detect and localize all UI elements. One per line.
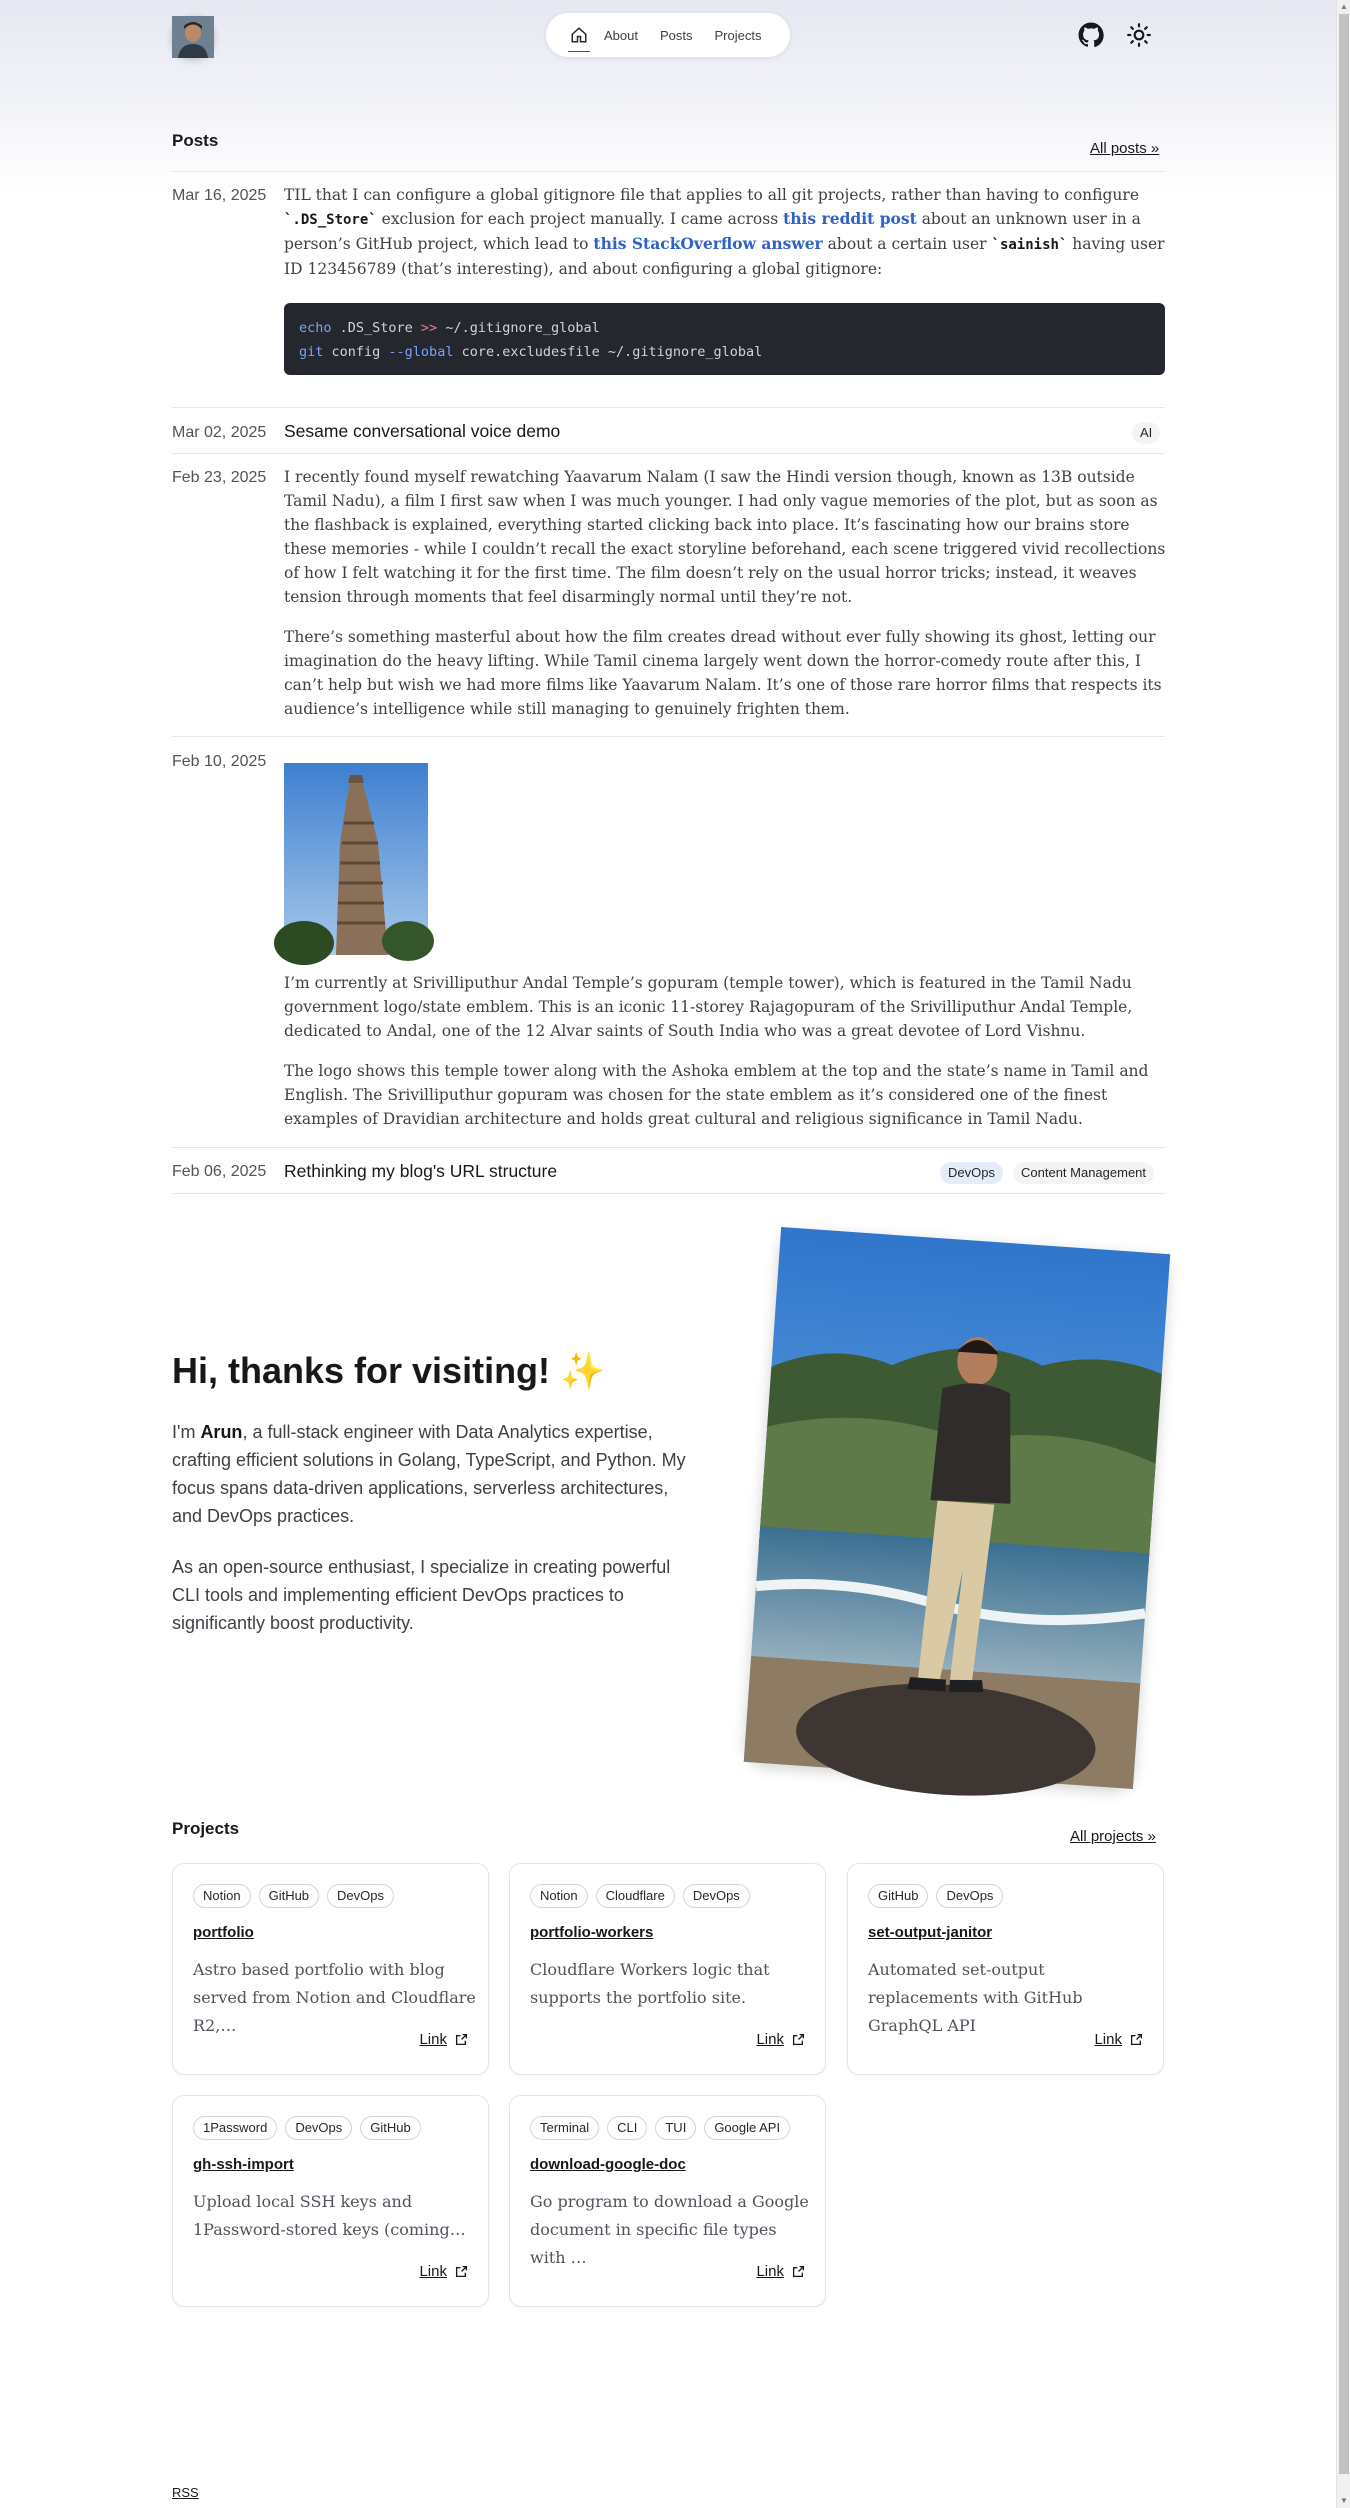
post-paragraph: I recently found myself rewatching Yaavarum Nalam (I saw the Hindi version though, known as 13B outside Tamil Nadu), a film I first saw when I was much younger. I had only vague memories of the plot, but as soon as the flashback is explained, everything started clicking back into place. It’s fascinating how our brains store these memories - while I couldn’t recall the exact storyline beforehand, each scene triggered vivid recollections of how I felt watching it for the first time. The film doesn’t rely on the usual horror tricks; instead, it weaves tension through moments that feel disarmingly normal until they’re not.: [284, 468, 1166, 606]
hero-photo: [744, 1227, 1170, 1789]
project-tag: Google API: [704, 2116, 790, 2140]
nav-projects[interactable]: Projects: [714, 27, 762, 43]
project-tag: DevOps: [327, 1884, 394, 1908]
all-projects-link[interactable]: All projects »: [1070, 1828, 1156, 1845]
nav-home[interactable]: [566, 13, 592, 57]
stackoverflow-answer-link[interactable]: this StackOverflow answer: [593, 234, 823, 253]
code-token: >>: [420, 320, 438, 336]
post-text: having user ID 123456789 (that’s interesting), and about configuring a global gitignore:: [284, 235, 1165, 278]
project-tag: DevOps: [683, 1884, 750, 1908]
divider: [172, 171, 1165, 172]
post-tag[interactable]: AI: [1132, 422, 1160, 444]
external-link-icon: [792, 2265, 805, 2278]
nav-about[interactable]: About: [604, 27, 638, 43]
divider: [172, 1147, 1165, 1148]
code-token: ~/.gitignore_global: [437, 320, 600, 336]
temple-image: [284, 763, 428, 955]
project-description: Go program to download a Google document in specific file types with …: [530, 2192, 809, 2267]
project-tag: Notion: [530, 1884, 588, 1908]
project-link-label: Link: [756, 2263, 784, 2280]
hero-name: Arun: [200, 1422, 243, 1442]
external-link-icon: [792, 2033, 805, 2046]
project-link-label: Link: [419, 2263, 447, 2280]
hero-title: Hi, thanks for visiting! ✨: [172, 1350, 605, 1391]
project-card: [172, 2095, 489, 2307]
project-link[interactable]: [1094, 2031, 1143, 2048]
post-paragraph: I’m currently at Srivilliputhur Andal Temple’s gopuram (temple tower), which is featured in the Tamil Nadu government logo/state emblem. This is an iconic 11-storey Rajagopuram of the Srivilliputhur Andal Temple, dedicated to Andal, one of the 12 Alvar saints of South India who was a great devotee of Lord Vishnu.: [284, 974, 1133, 1040]
code-token: git: [299, 344, 324, 360]
post-paragraph: There’s something masterful about how the film creates dread without ever fully showing its ghost, letting our imagination do the heavy lifting. While Tamil cinema largely went down the horror-comedy route after this, I can’t help but wish we had more films like Yaavarum Nalam. It’s one of those rare horror films that respects its audience’s intelligence while still managing to genuinely frighten them.: [284, 628, 1162, 718]
home-icon: [570, 26, 588, 44]
profile-photo-image: [744, 1227, 1170, 1789]
divider: [172, 453, 1165, 454]
project-name[interactable]: set-output-janitor: [868, 1924, 993, 1941]
project-tag: Notion: [193, 1884, 251, 1908]
project-name[interactable]: gh-ssh-import: [193, 2156, 294, 2173]
post-date: Feb 06, 2025: [172, 1163, 267, 1180]
project-tag: GitHub: [868, 1884, 928, 1908]
external-link-icon: [1130, 2033, 1143, 2046]
post-date: Mar 02, 2025: [172, 424, 267, 441]
post-title-link[interactable]: Rethinking my blog's URL structure: [284, 1161, 558, 1181]
project-link[interactable]: [419, 2263, 468, 2280]
project-tags: [530, 2116, 790, 2140]
project-tags: [193, 1884, 394, 1908]
project-description: Astro based portfolio with blog served from Notion and Cloudflare R2,…: [193, 1960, 476, 2035]
projects-heading: Projects: [172, 1819, 240, 1838]
project-description: Cloudflare Workers logic that supports the portfolio site.: [530, 1960, 770, 2007]
project-link-label: Link: [419, 2031, 447, 2048]
project-tag: CLI: [607, 2116, 647, 2140]
post-paragraph: The logo shows this temple tower along with the Ashoka emblem at the top and the state’s name in Tamil and English. The Srivilliputhur gopuram was chosen for the state emblem as it’s considered one of the finest examples of Dravidian architecture and holds great cultural and religious significance in Tamil Nadu.: [284, 1062, 1149, 1128]
code-token: .DS_Store: [331, 320, 421, 336]
project-tag: Cloudflare: [596, 1884, 675, 1908]
divider: [172, 407, 1165, 408]
post-date: Mar 16, 2025: [172, 187, 267, 204]
top-nav: [546, 13, 790, 57]
project-description: Upload local SSH keys and 1Password-stored keys (coming…: [193, 2192, 466, 2239]
project-tag: GitHub: [360, 2116, 420, 2140]
post-text: about a certain user: [822, 235, 992, 253]
post-text: exclusion for each project manually. I came across: [376, 210, 784, 228]
project-name[interactable]: download-google-doc: [530, 2156, 686, 2173]
divider: [172, 736, 1165, 737]
code-line: [299, 316, 1150, 340]
project-card: [509, 2095, 826, 2307]
project-tag: Terminal: [530, 2116, 599, 2140]
hero-paragraph: As an open-source enthusiast, I specialize in creating powerful CLI tools and implementing efficient DevOps practices to significantly boost productivity.: [172, 1557, 671, 1633]
post-date: Feb 23, 2025: [172, 469, 267, 486]
github-icon[interactable]: [1078, 22, 1104, 48]
scroll-up-arrow-icon[interactable]: ▲: [1340, 2, 1348, 11]
code-token: --global: [388, 344, 454, 360]
post-date: Feb 10, 2025: [172, 753, 267, 770]
posts-heading: Posts: [172, 131, 219, 150]
scroll-thumb[interactable]: [1339, 14, 1349, 2474]
hero-text: , a full-stack engineer with Data Analytics expertise, crafting efficient solutions in Golang, TypeScript, and Python. My focus spans data-driven applications, serverless architectures, and DevOps practices.: [172, 1422, 686, 1526]
project-card: [847, 1863, 1164, 2075]
nav-posts[interactable]: Posts: [659, 27, 693, 43]
inline-code: `sainish`: [991, 237, 1068, 253]
project-tag: DevOps: [285, 2116, 352, 2140]
code-token: echo: [299, 320, 332, 336]
project-tags: [530, 1884, 750, 1908]
project-card: [509, 1863, 826, 2075]
vertical-scrollbar[interactable]: [1336, 0, 1350, 2508]
post-body: [284, 183, 1166, 281]
post-title-link[interactable]: Sesame conversational voice demo: [284, 421, 561, 441]
project-link[interactable]: [756, 2263, 805, 2280]
code-block: [284, 303, 1165, 375]
divider: [172, 1193, 1165, 1194]
project-tag: 1Password: [193, 2116, 277, 2140]
avatar[interactable]: [172, 16, 214, 58]
scroll-down-arrow-icon[interactable]: ▼: [1340, 2496, 1348, 2505]
hero-intro: [172, 1418, 702, 1530]
post-text: about an unknown user in a person’s GitHub project, which lead to: [284, 210, 1141, 253]
temple-photo[interactable]: [284, 763, 428, 955]
hero-text: I'm: [172, 1422, 201, 1442]
project-tags: [868, 1884, 1003, 1908]
project-link-label: Link: [1094, 2031, 1122, 2048]
project-link[interactable]: [756, 2031, 805, 2048]
project-link[interactable]: [419, 2031, 468, 2048]
rss-link[interactable]: RSS: [172, 2485, 199, 2500]
project-tag: TUI: [655, 2116, 696, 2140]
project-link-label: Link: [756, 2031, 784, 2048]
project-tag: DevOps: [936, 1884, 1003, 1908]
inline-code: `.DS_Store`: [284, 212, 377, 228]
code-token: config: [323, 344, 389, 360]
external-link-icon: [455, 2033, 468, 2046]
external-link-icon: [455, 2265, 468, 2278]
code-token: core.excludesfile ~/.gitignore_global: [453, 344, 763, 360]
all-posts-link[interactable]: All posts »: [1090, 140, 1160, 157]
post-text: TIL that I can configure a global gitignore file that applies to all git projects, rather than having to configure: [284, 186, 1139, 204]
project-tag: GitHub: [259, 1884, 319, 1908]
code-line: [299, 340, 1150, 364]
project-card: [172, 1863, 489, 2075]
project-tags: [193, 2116, 421, 2140]
post-tag[interactable]: Content Management: [1013, 1162, 1154, 1184]
sun-icon[interactable]: [1126, 22, 1152, 48]
avatar-image: [172, 16, 214, 58]
project-name[interactable]: portfolio-workers: [530, 1924, 654, 1941]
post-tag[interactable]: DevOps: [940, 1162, 1003, 1184]
reddit-post-link[interactable]: this reddit post: [783, 209, 917, 228]
project-description: Automated set-output replacements with GitHub GraphQL API: [868, 1960, 1083, 2035]
project-name[interactable]: portfolio: [193, 1924, 254, 1941]
